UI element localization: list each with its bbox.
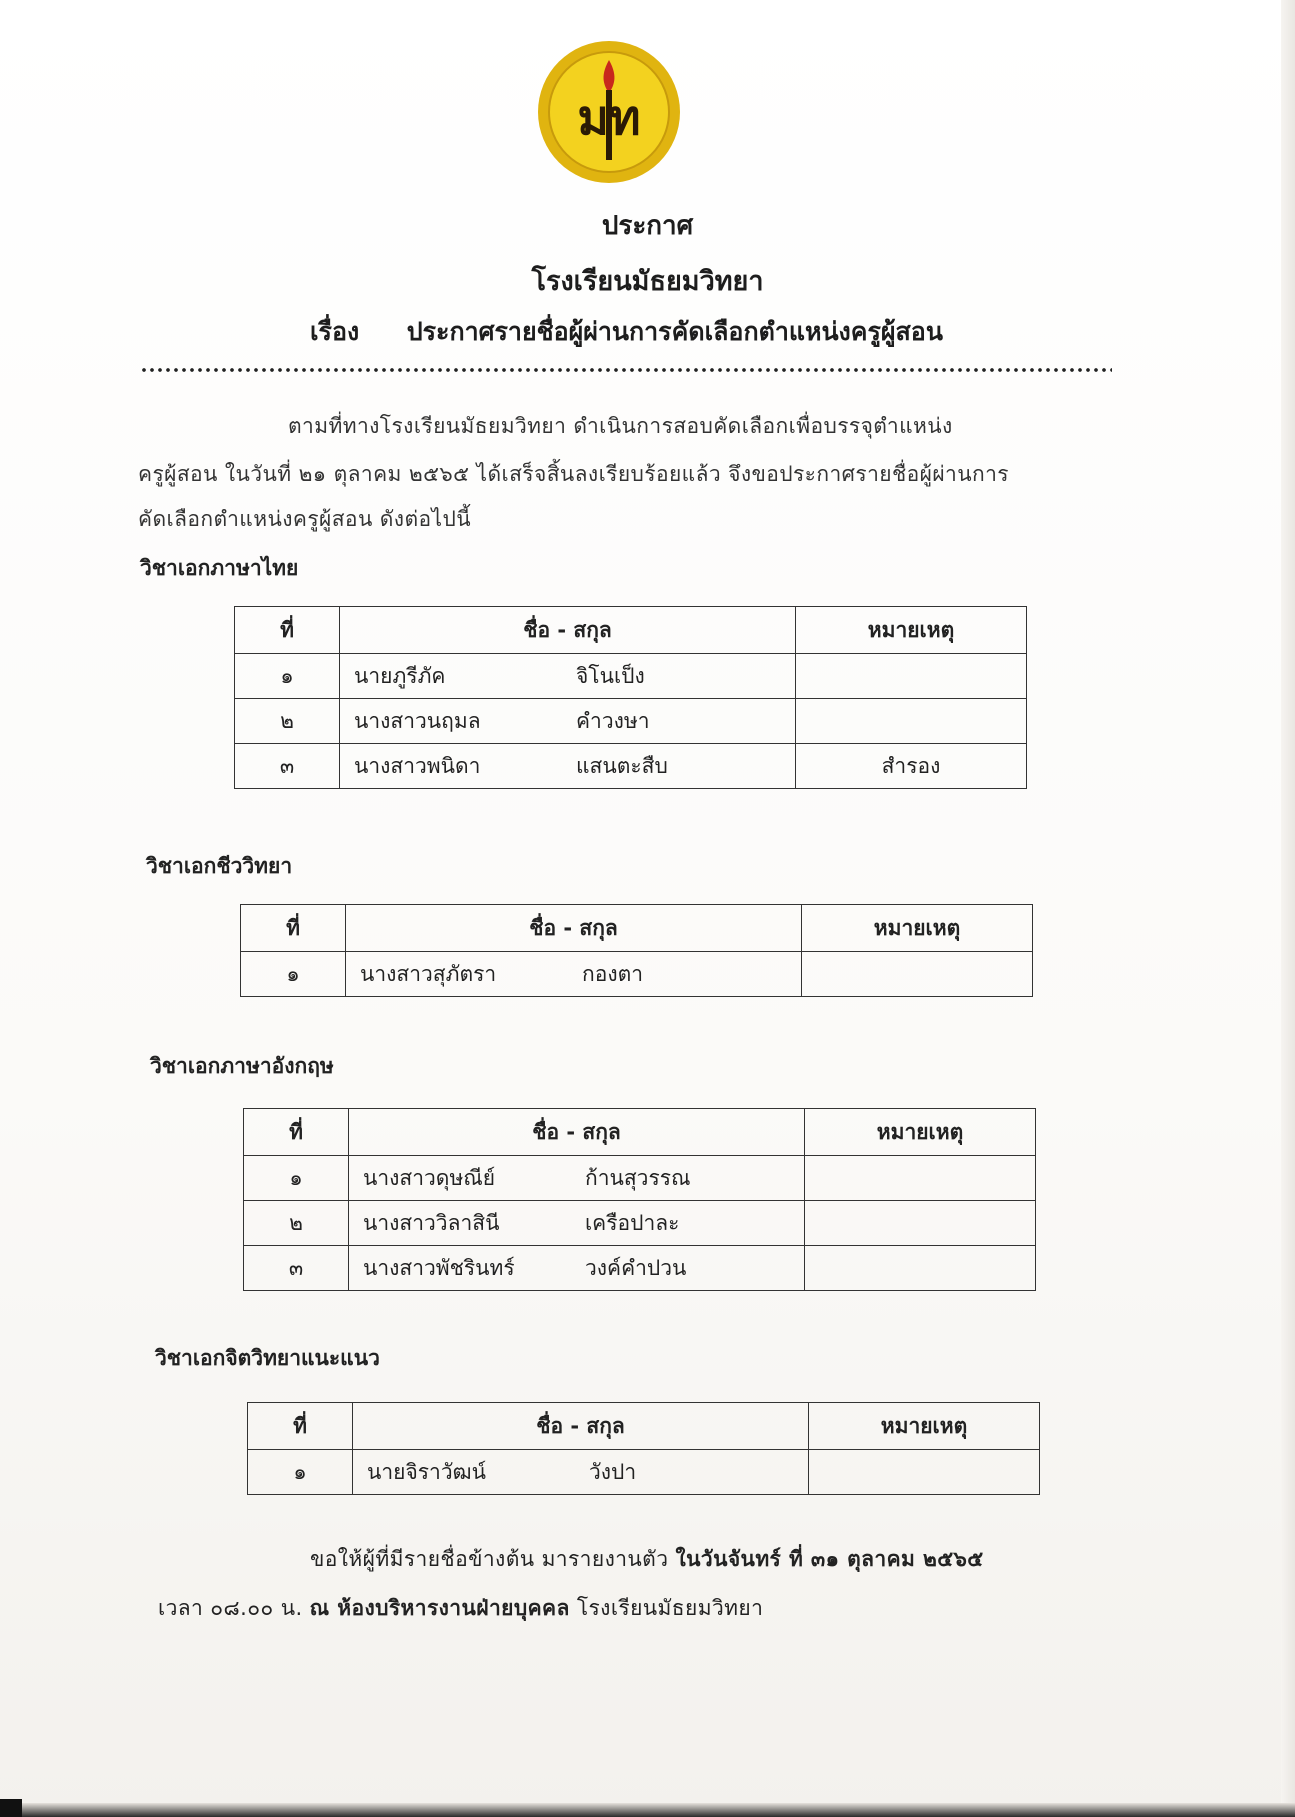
first-name: นางสาววิลาสินี xyxy=(363,1210,500,1235)
logo-monogram: มท xyxy=(577,90,641,146)
header-name: ชื่อ - สกุล xyxy=(349,1109,805,1156)
header-no: ที่ xyxy=(248,1403,353,1450)
report-location: ณ ห้องบริหารงานฝ่ายบุคคล xyxy=(309,1596,570,1620)
table-row xyxy=(248,1450,1040,1495)
candidate-table xyxy=(243,1108,1036,1291)
intro-line-1: ตามที่ทางโรงเรียนมัธยมวิทยา ดำเนินการสอบคัดเลือกเพื่อบรรจุตำแหน่ง xyxy=(288,414,953,438)
last-name: แสนตะสืบ xyxy=(576,753,668,778)
first-name: นางสาวนฤมล xyxy=(354,708,481,733)
last-name: ก้านสุวรรณ xyxy=(585,1165,691,1190)
row-note xyxy=(805,1156,1036,1201)
section-title: วิชาเอกภาษาไทย xyxy=(140,556,299,580)
candidate-table xyxy=(240,904,1033,997)
section-title: วิชาเอกชีววิทยา xyxy=(146,854,293,878)
row-no: ๑ xyxy=(241,952,346,997)
header-name: ชื่อ - สกุล xyxy=(346,905,802,952)
table-header-row xyxy=(244,1109,1036,1156)
header-note: หมายเหตุ xyxy=(805,1109,1036,1156)
candidate-table xyxy=(247,1402,1040,1495)
table-header-row xyxy=(235,607,1027,654)
report-time: เวลา ๐๘.๐๐ น. xyxy=(158,1596,303,1620)
row-no: ๓ xyxy=(235,744,340,789)
scan-corner-mark xyxy=(0,1799,22,1817)
table-row xyxy=(235,744,1027,789)
table-row xyxy=(235,699,1027,744)
subject-line xyxy=(310,312,943,352)
closing-line-1 xyxy=(310,1543,984,1576)
row-note: สำรอง xyxy=(796,744,1027,789)
row-name xyxy=(349,1201,805,1246)
table-row xyxy=(235,654,1027,699)
row-no: ๒ xyxy=(235,699,340,744)
row-note xyxy=(805,1246,1036,1291)
intro-line-2: ครูผู้สอน ในวันที่ ๒๑ ตุลาคม ๒๕๖๕ ได้เสร็จสิ้นลงเรียบร้อยแล้ว จึงขอประกาศรายชื่อผู้ผ่านการ xyxy=(138,462,1009,486)
first-name: นายภูรีภัค xyxy=(354,663,446,688)
first-name: นางสาวดุษณีย์ xyxy=(363,1165,496,1190)
subject-text: ประกาศรายชื่อผู้ผ่านการคัดเลือกตำแหน่งครูผู้สอน xyxy=(406,317,943,346)
school-seal-logo xyxy=(535,38,683,186)
row-no: ๑ xyxy=(244,1156,349,1201)
row-note xyxy=(809,1450,1040,1495)
row-note xyxy=(796,654,1027,699)
section-title: วิชาเอกภาษาอังกฤษ xyxy=(150,1054,334,1078)
row-note xyxy=(805,1201,1036,1246)
row-note xyxy=(802,952,1033,997)
row-name xyxy=(353,1450,809,1495)
header-no: ที่ xyxy=(241,905,346,952)
row-no: ๒ xyxy=(244,1201,349,1246)
row-no: ๓ xyxy=(244,1246,349,1291)
last-name: กองตา xyxy=(582,961,644,986)
table-row xyxy=(244,1201,1036,1246)
header-name: ชื่อ - สกุล xyxy=(353,1403,809,1450)
row-name xyxy=(349,1156,805,1201)
page-edge-shadow xyxy=(1281,0,1295,1817)
closing-part-1: ขอให้ผู้ที่มีรายชื่อข้างต้น มารายงานตัว xyxy=(310,1547,669,1571)
table-row xyxy=(241,952,1033,997)
row-name xyxy=(340,654,796,699)
row-no: ๑ xyxy=(235,654,340,699)
last-name: วงค์คำปวน xyxy=(585,1255,687,1280)
first-name: นายจิราวัฒน์ xyxy=(367,1459,486,1484)
table-header-row xyxy=(241,905,1033,952)
last-name: คำวงษา xyxy=(576,708,650,733)
intro-line-3: คัดเลือกตำแหน่งครูผู้สอน ดังต่อไปนี้ xyxy=(138,507,471,531)
first-name: นางสาวสุภัตรา xyxy=(360,961,497,986)
row-name xyxy=(346,952,802,997)
header-note: หมายเหตุ xyxy=(802,905,1033,952)
report-date: ในวันจันทร์ ที่ ๓๑ ตุลาคม ๒๕๖๕ xyxy=(675,1547,984,1571)
header-no: ที่ xyxy=(235,607,340,654)
last-name: เครือปาละ xyxy=(585,1210,680,1235)
header-no: ที่ xyxy=(244,1109,349,1156)
first-name: นางสาวพนิดา xyxy=(354,753,481,778)
section-title: วิชาเอกจิตวิทยาแนะแนว xyxy=(155,1346,380,1370)
header-note: หมายเหตุ xyxy=(809,1403,1040,1450)
row-name xyxy=(349,1246,805,1291)
header-name: ชื่อ - สกุล xyxy=(340,607,796,654)
page-bottom-edge xyxy=(0,1803,1295,1817)
row-note xyxy=(796,699,1027,744)
subject-label: เรื่อง xyxy=(310,317,360,346)
last-name: วังปา xyxy=(589,1459,637,1484)
closing-line-2 xyxy=(158,1592,763,1625)
row-name xyxy=(340,744,796,789)
dotted-divider xyxy=(140,366,1112,374)
table-row xyxy=(244,1156,1036,1201)
announcement-title: ประกาศ xyxy=(601,211,694,241)
last-name: จิโนเป็ง xyxy=(576,663,645,688)
table-header-row xyxy=(248,1403,1040,1450)
header-note: หมายเหตุ xyxy=(796,607,1027,654)
school-name: โรงเรียนมัธยมวิทยา xyxy=(531,266,764,297)
table-row xyxy=(244,1246,1036,1291)
candidate-table xyxy=(234,606,1027,789)
row-no: ๑ xyxy=(248,1450,353,1495)
row-name xyxy=(340,699,796,744)
first-name: นางสาวพัชรินทร์ xyxy=(363,1255,515,1280)
closing-school: โรงเรียนมัธยมวิทยา xyxy=(576,1596,764,1620)
